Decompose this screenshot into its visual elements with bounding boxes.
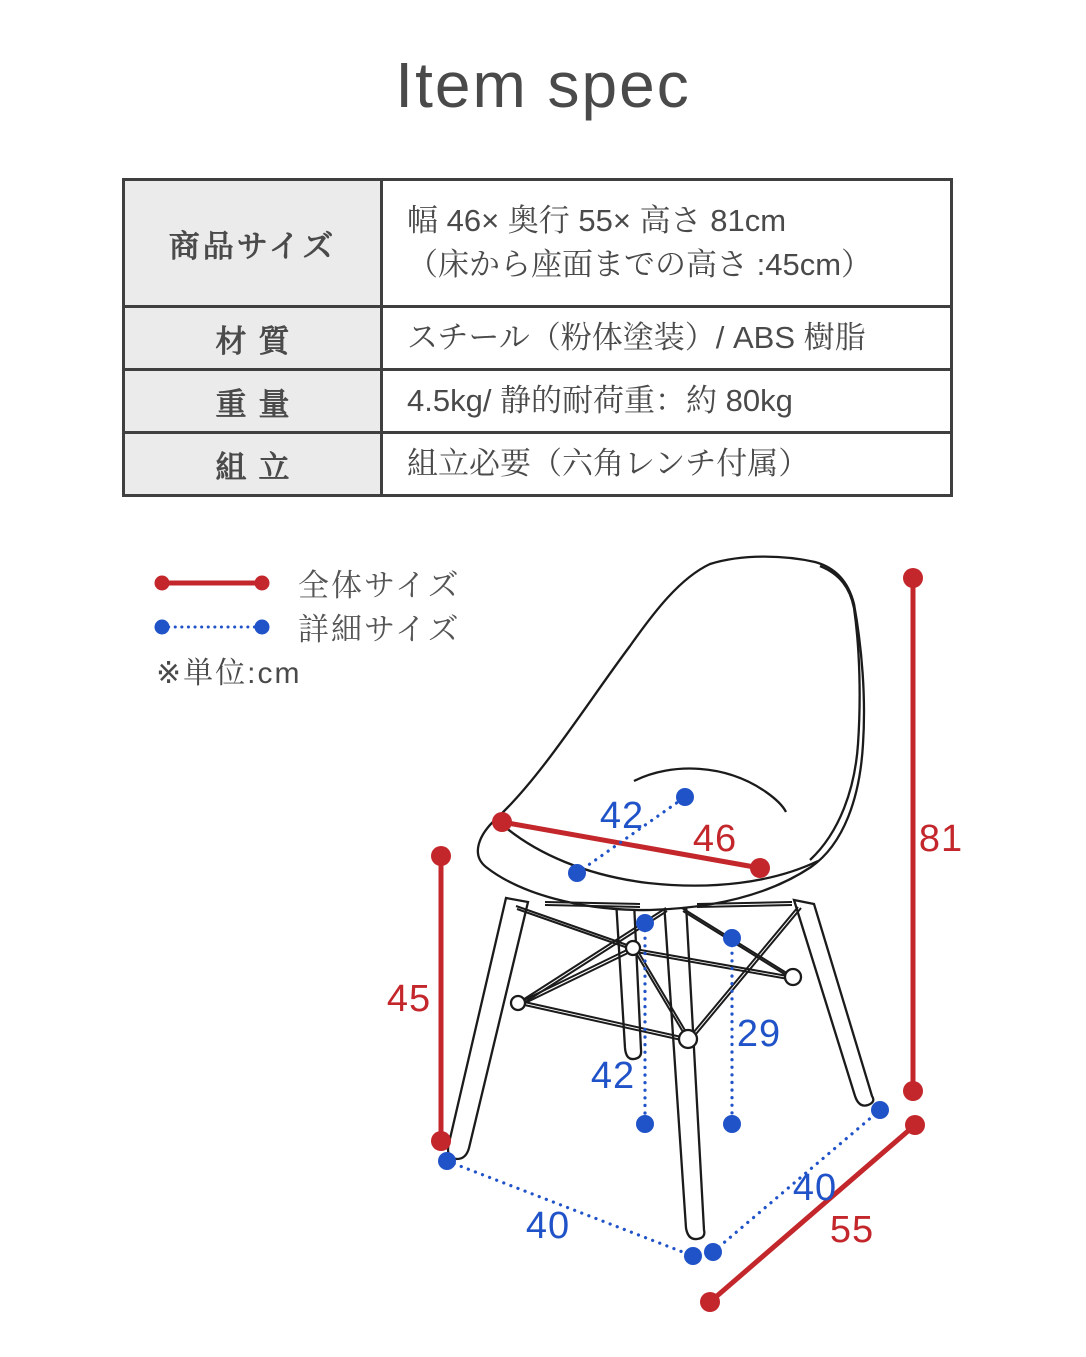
dim-label-brace-height: 29 [736,1013,782,1055]
spec-value-assembly-text: 組立必要（六角レンチ付属） [407,446,810,481]
dim-label-total-depth: 55 [829,1209,875,1251]
spec-label-material: 材質 [125,308,383,368]
spec-label-weight: 重量 [125,371,383,431]
legend-overall-label: 全体サイズ [298,568,461,603]
chair-line-art [448,557,873,1239]
spec-value-size-line2: （床から座面までの高さ :45cm） [407,247,873,282]
spec-label-size: 商品サイズ [125,181,383,305]
spec-label-assembly: 組立 [125,434,383,494]
unit-note: ※単位:cm [156,657,302,690]
dim-label-seat-width: 46 [692,818,738,860]
dim-label-total-height: 81 [918,818,964,860]
dim-label-under-seat-height: 42 [590,1055,636,1097]
spec-value-weight-text: 4.5kg/ 静的耐荷重：約 80kg [407,383,793,418]
dim-label-front-leg-span: 40 [525,1205,571,1247]
dim-label-floor-to-seat: 45 [386,978,432,1020]
spec-value-material-text: スチール（粉体塗装）/ ABS 樹脂 [407,320,866,355]
dimension-line-total-depth [700,1115,925,1312]
spec-value-size-line1: 幅 46× 奥行 55× 高さ 81cm [407,203,787,238]
dim-label-side-leg-span: 40 [792,1167,838,1209]
chair-shell [478,557,864,910]
legend-detail-label: 詳細サイズ [298,612,461,647]
dim-label-seat-inner-width: 42 [599,795,645,837]
page-title: Item spec [395,49,691,121]
